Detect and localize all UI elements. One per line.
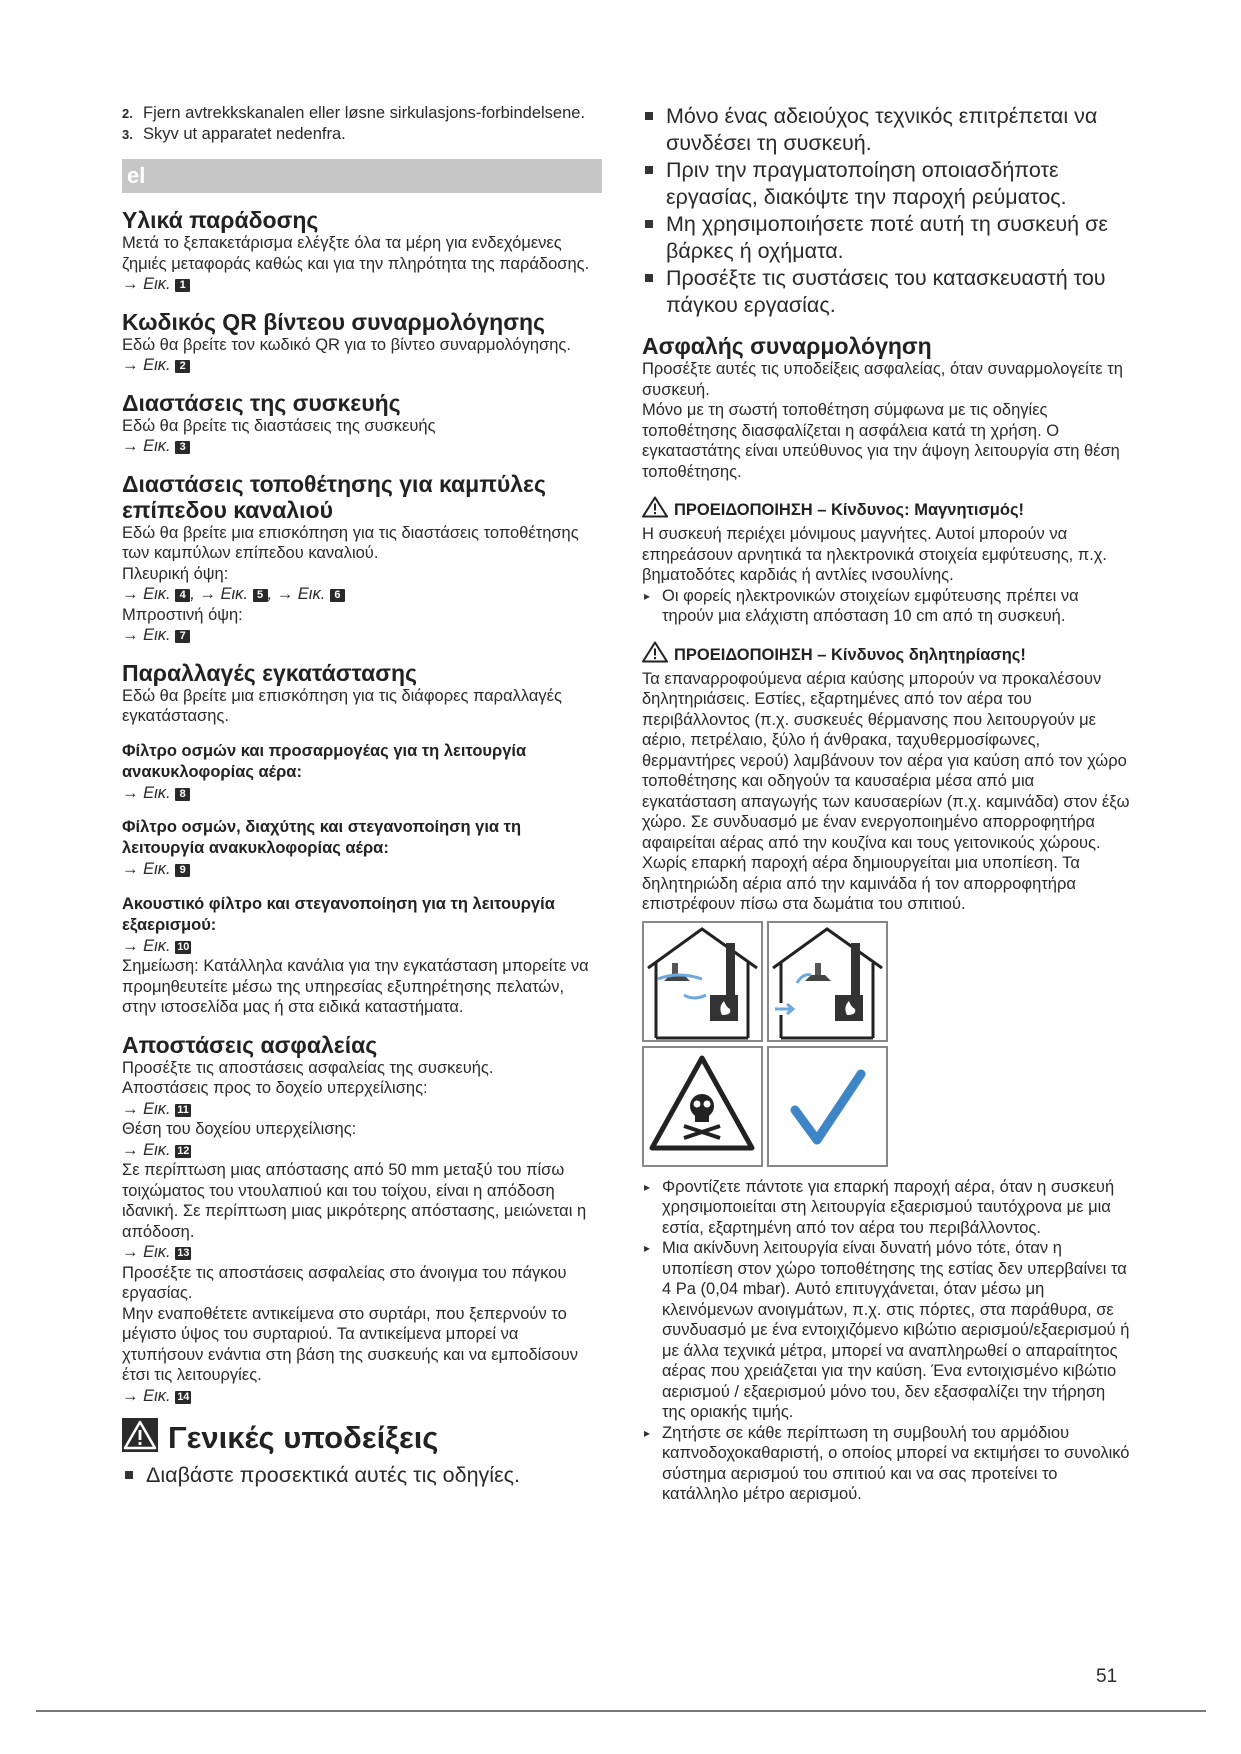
figure-badge: 13 <box>177 1247 190 1259</box>
general-notes-list-continued <box>642 103 1132 319</box>
paragraph: Εδώ θα βρείτε μια επισκόπηση για τις διάφορες παραλλαγές εγκατάστασης. <box>122 686 562 725</box>
list-item: ▸ Μια ακίνδυνη λειτουργία είναι δυνατή μόνο τότε, όταν η υποπίεση στον χώρο τοποθέτησης της εστίας δεν υπερβαίνει τα 4 Pa (0,04 mbar). Αυτό επιτυγχάνεται, όταν μέσω μη κλεινόμενων ανοιγμάτων, π.χ. στις πόρτες, στα παράθυρα, σε συνδυασμό με ένα εντοιχιζόμενο κιβώτιο αερισμού/εξαερισμού ή με άλλα τεχνικά μέτρα, μπορεί να αναπληρωθεί ο απαραίτητος αέρας που χρειάζεται για την καύση. Ένα εντοιχισμένο κιβώτιο αερισμού / εξαερισμού μόνο του, δεν εξασφαλίζει την τήρηση της οριακής τιμής. <box>642 1238 1132 1423</box>
list-item: ▸ Ζητήστε σε κάθε περίπτωση τη συμβουλή του αρμόδιου καπνοδοχοκαθαριστή, ο οποίος μπορεί να εκτιμήσει το συνολικό σύστημα αερισμού του σπιτιού και να σας προτείνει το κατάλληλο μέτρο αερισμού. <box>642 1423 1132 1505</box>
paragraph: Η συσκευή περιέχει μόνιμους μαγνήτες. Αυτοί μπορούν να επηρεάσουν αρνητικά τα ηλεκτρονικά στοιχεία εμφύτευσης, π.χ. βηματοδότες καρδιάς ή αντλίες ινσουλίνης. <box>642 525 1108 584</box>
side-view-label: Πλευρική όψη: <box>122 564 229 583</box>
warning-heading-magnetism: ΠΡΟΕΙΔΟΠΟΙΗΣΗ – Κίνδυνος: Μαγνητισμός! <box>642 496 1132 524</box>
poison-skull-icon <box>642 1046 763 1167</box>
checkmark-icon <box>767 1046 888 1167</box>
figure-ref: → Εικ. 14 <box>122 1386 190 1405</box>
paragraph: Προσέξτε αυτές τις υποδείξεις ασφαλείας, όταν συναρμολογείτε τη συσκευή. <box>642 360 1123 399</box>
figure-ref: → Εικ. 1 <box>122 274 602 295</box>
left-column <box>122 103 602 1489</box>
figure-ref: → Εικ. 11 <box>122 1099 189 1118</box>
paragraph: Μην εναποθέτετε αντικείμενα στο συρτάρι, που ξεπερνούν το μέγιστο ύψος του συρταριού. Τα αντικείμενα μπορεί να χτυπήσουν ενάντια στη βάση της συσκευής και να εμποδίσουν έτσι τις λειτουργίες. <box>122 1304 578 1384</box>
paragraph: Εδώ θα βρείτε τις διαστάσεις της συσκευής <box>122 416 436 435</box>
figure-ref: → Εικ. 4 , → Εικ. 5 , → Εικ. 6 <box>122 584 602 605</box>
list-item: Διαβάστε προσεκτικά αυτές τις οδηγίες. <box>122 1462 602 1489</box>
list-item: Μόνο ένας αδειούχος τεχνικός επιτρέπεται να συνδέσει τη συσκευή. <box>642 103 1132 157</box>
subsection-title: Φίλτρο οσμών, διαχύτης και στεγανοποίηση για τη λειτουργία ανακυκλοφορίας αέρα: <box>122 818 522 857</box>
figure-badge: 8 <box>175 788 190 801</box>
section-title-dimensions: Διαστάσεις της συσκευής <box>122 389 401 416</box>
list-item: 2. Fjern avtrekkskanalen eller løsne sirkulasjons-forbindelsene. <box>122 104 586 122</box>
house-safe-illustration <box>767 921 888 1042</box>
ventilation-illustration <box>642 921 1132 1167</box>
list-item: Πριν την πραγματοποίηση οποιασδήποτε εργασίας, διακόψτε την παροχή ρεύματος. <box>642 157 1132 211</box>
paragraph: Προσέξτε τις αποστάσεις ασφαλείας στο άνοιγμα του πάγκου εργασίας. <box>122 1263 567 1302</box>
figure-ref: → Εικ. 10 <box>122 936 190 955</box>
magnet-bullets <box>642 586 1132 627</box>
figure-badge: 3 <box>175 441 190 454</box>
subsection-title: Φίλτρο οσμών και προσαρμογέας για τη λειτουργία ανακυκλοφορίας αέρα: <box>122 741 527 781</box>
figure-badge: 12 <box>177 1144 190 1157</box>
paragraph: Εδώ θα βρείτε τον κωδικό QR για το βίντεο συναρμολόγησης. <box>122 335 571 354</box>
paragraph: Μετά το ξεπακετάρισμα ελέγξτε όλα τα μέρη για ενδεχόμενες ζημιές μεταφοράς καθώς και για την πληρότητα της παράδοσης. <box>122 234 590 273</box>
paragraph: Σε περίπτωση μιας απόστασης από 50 mm μεταξύ του πίσω τοιχώματος του ντουλαπιού και του τοίχου, είναι η απόδοση ιδανική. Σε περίπτωση μιας μικρότερης απόστασης, μειώνεται η απόδοση. <box>122 1161 587 1241</box>
figure-ref: → Εικ. 9 <box>122 859 602 880</box>
list-item: 3. Skyv ut apparatet nedenfra. <box>122 125 346 143</box>
figure-ref: → Εικ. 7 <box>122 625 602 646</box>
paragraph: Θέση του δοχείου υπερχείλισης: <box>122 1120 357 1138</box>
general-notes-title: Γενικές υποδείξεις <box>122 1418 602 1462</box>
figure-ref: → Εικ. 2 <box>122 355 602 376</box>
subsection-title: Ακουστικό φίλτρο και στεγανοποίηση για τη λειτουργία εξαερισμού: <box>122 894 555 934</box>
section-title-safe-installation: Ασφαλής συναρμολόγηση <box>642 333 932 359</box>
paragraph: Μόνο με τη σωστή τοποθέτηση σύμφωνα με τις οδηγίες τοποθέτησης διασφαλίζεται η ασφάλεια κατά τη χρήση. Ο εγκαταστάτης είναι υπεύθυνος για την άψογη λειτουργία στη θέση τοποθέτησης. <box>642 401 1120 481</box>
section-title-delivery: Υλικά παράδοσης <box>122 207 319 233</box>
figure-badge: 9 <box>175 864 190 877</box>
general-notes-list <box>122 1462 602 1489</box>
language-tag-bar: el <box>122 159 602 193</box>
figure-badge: 11 <box>177 1103 189 1116</box>
house-unsafe-illustration <box>642 921 763 1042</box>
paragraph: Προσέξτε τις αποστάσεις ασφαλείας της συσκευής. <box>122 1058 494 1077</box>
warning-heading-poisoning: ΠΡΟΕΙΔΟΠΟΙΗΣΗ – Κίνδυνος δηλητηρίασης! <box>642 641 1132 669</box>
list-item: Προσέξτε τις συστάσεις του κατασκευαστή του πάγκου εργασίας. <box>642 265 1132 319</box>
paragraph: Τα επαναρροφούμενα αέρια καύσης μπορούν να προκαλέσουν δηλητηριάσεις. Εστίες, εξαρτημένες από τον αέρα του περιβάλλοντος (π.χ. συσκευές θέρμανσης που λειτουργούν με αέριο, πετρέλαιο, ξύλο ή άνθρακα, ταχυθερμοσίφωνες, θερμαντήρες νερού) λαμβάνουν τον αέρα για καύση από τον χώρο τοποθέτησης και οδηγούν τα καυσαέρια μέσα από μια εγκατάσταση απαγωγής των καυσαερίων (π.χ. καμινάδα) στον έξω χώρο. Σε συνδυασμό με έναν ενεργοποιημένο απορροφητήρα αφαιρείται αέρας από την κουζίνα και τους γειτονικούς χώρους. Χωρίς επαρκή παροχή αέρα δημιουργείται μια υποπίεση. Τα δηλητηριώδη αέρια από την καμινάδα ή τον απορροφητήρα επιστρέφουν πίσω στα δωμάτια του σπιτιού. <box>642 669 1130 913</box>
figure-badge: 7 <box>175 630 190 643</box>
figure-ref: → Εικ. 8 <box>122 783 602 804</box>
right-column <box>642 103 1132 1505</box>
air-supply-bullets <box>642 1177 1132 1505</box>
paragraph: Εδώ θα βρείτε μια επισκόπηση για τις διαστάσεις τοποθέτησης των καμπύλων επίπεδου καναλιού. <box>122 523 579 562</box>
figure-ref: → Εικ. 13 <box>122 1243 190 1261</box>
figure-badge: 6 <box>330 589 345 602</box>
front-view-label: Μπροστινή όψη: <box>122 605 243 624</box>
intro-steps <box>122 103 602 145</box>
list-item: ▸ Φροντίζετε πάντοτε για επαρκή παροχή αέρα, όταν η συσκευή χρησιμοποιείται στη λειτουργία εξαερισμού ταυτόχρονα με μια εστία, εξαρτημένη από τον αέρα του περιβάλλοντος. <box>642 1177 1132 1239</box>
figure-badge: 10 <box>177 940 190 953</box>
page-number: 51 <box>1096 1666 1118 1687</box>
figure-ref: → Εικ. 3 <box>122 436 602 457</box>
note: Σημείωση: Κατάλληλα κανάλια για την εγκατάσταση μπορείτε να προμηθευτείτε μέσω της υπηρεσίας εξυπηρέτησης πελατών, στην ιστοσελίδα μας ή στα ειδικά καταστήματα. <box>122 957 589 1016</box>
warning-icon <box>122 1418 158 1462</box>
figure-badge: 2 <box>175 360 190 373</box>
footer-rule <box>36 1710 1206 1712</box>
list-item: ▸ Οι φορείς ηλεκτρονικών στοιχείων εμφύτευσης πρέπει να τηρούν μια ελάχιστη απόσταση 10 cm από τη συσκευή. <box>642 586 1132 627</box>
warning-triangle-icon <box>642 641 668 669</box>
paragraph: Αποστάσεις προς το δοχείο υπερχείλισης: <box>122 1079 428 1097</box>
figure-badge: 5 <box>253 589 268 602</box>
section-title-safety-distances: Αποστάσεις ασφαλείας <box>122 1031 378 1058</box>
section-title-variants: Παραλλαγές εγκατάστασης <box>122 659 417 686</box>
section-title-bends: Διαστάσεις τοποθέτησης για καμπύλες επίπεδου καναλιού <box>122 470 546 523</box>
figure-badge: 4 <box>175 589 190 602</box>
list-item: Μη χρησιμοποιήσετε ποτέ αυτή τη συσκευή σε βάρκες ή οχήματα. <box>642 211 1132 265</box>
warning-triangle-icon <box>642 496 668 524</box>
figure-badge: 1 <box>175 279 190 292</box>
figure-badge: 14 <box>177 1390 190 1403</box>
figure-ref: → Εικ. 12 <box>122 1140 190 1159</box>
section-title-qr: Κωδικός QR βίντεου συναρμολόγησης <box>122 308 545 335</box>
